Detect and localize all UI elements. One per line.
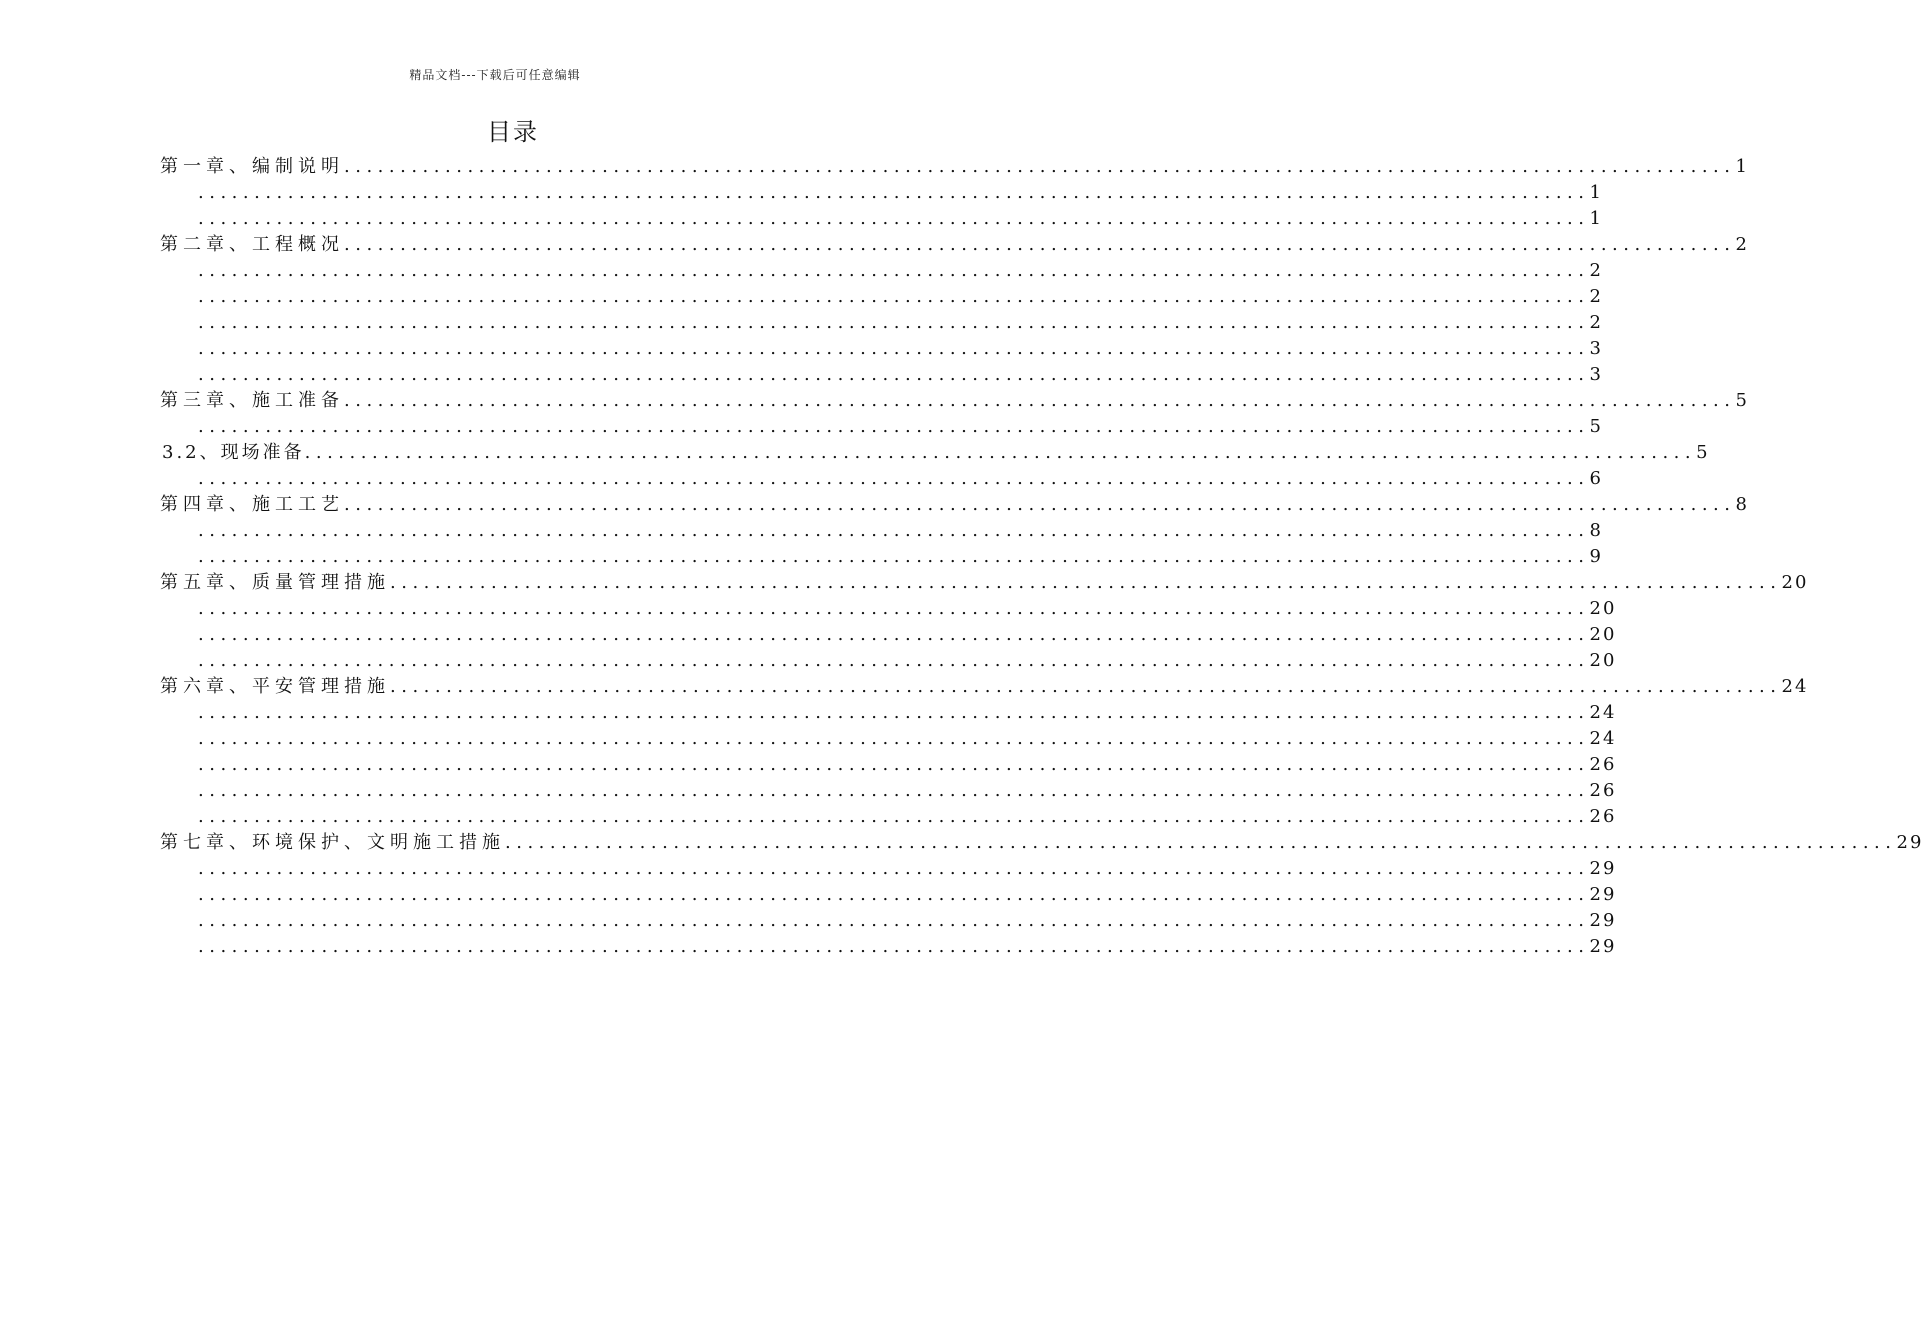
toc-entry-label: 第一章、编制说明 — [160, 156, 344, 177]
toc-leader-dots — [344, 154, 1736, 180]
toc-page-number: 29 — [1589, 858, 1617, 879]
toc-leader-dots — [198, 596, 1590, 622]
toc-page-number: 2 — [1589, 286, 1603, 307]
toc-entry[interactable] — [160, 180, 1603, 206]
toc-entry-label: 第四章、施工工艺 — [160, 494, 344, 515]
toc-entry[interactable] — [160, 726, 1617, 752]
toc-leader-dots — [198, 882, 1590, 908]
toc-page-number: 20 — [1589, 650, 1617, 671]
toc-page-number: 2 — [1589, 260, 1603, 281]
toc-entry[interactable] — [160, 752, 1617, 778]
toc-page-number: 24 — [1589, 728, 1617, 749]
toc-page-number: 6 — [1589, 468, 1603, 489]
toc-leader-dots — [198, 466, 1590, 492]
toc-entry[interactable] — [160, 622, 1617, 648]
toc-entry[interactable] — [160, 206, 1603, 232]
toc-entry-label: 第六章、平安管理措施 — [160, 676, 390, 697]
toc-entry[interactable] — [160, 882, 1617, 908]
toc-entry-label: 第二章、工程概况 — [160, 234, 344, 255]
toc-entry-label: 第五章、质量管理措施 — [160, 572, 390, 593]
toc-entry[interactable] — [160, 856, 1617, 882]
toc-leader-dots — [198, 544, 1590, 570]
toc-entry[interactable] — [160, 336, 1603, 362]
toc-page-number: 1 — [1589, 182, 1603, 203]
toc-entry[interactable] — [160, 804, 1617, 830]
toc-entry[interactable] — [160, 492, 1749, 518]
page-header: 精品文档---下载后可任意编辑 — [409, 68, 581, 82]
toc-leader-dots — [198, 284, 1590, 310]
toc-leader-dots — [390, 570, 1782, 596]
toc-leader-dots — [198, 258, 1590, 284]
toc-leader-dots — [198, 700, 1590, 726]
toc-leader-dots — [198, 648, 1590, 674]
toc-leader-dots — [305, 440, 1697, 466]
toc-entry[interactable] — [160, 154, 1749, 180]
toc-page-number: 1 — [1735, 156, 1749, 177]
toc-page-number: 3 — [1589, 364, 1603, 385]
toc-entry[interactable] — [160, 648, 1617, 674]
toc-entry[interactable] — [160, 700, 1617, 726]
toc-leader-dots — [198, 934, 1590, 960]
toc-entry[interactable] — [160, 258, 1603, 284]
toc-leader-dots — [344, 232, 1736, 258]
toc-page-number: 2 — [1589, 312, 1603, 333]
toc-entry-label: 第三章、施工准备 — [160, 390, 344, 411]
toc-entry[interactable] — [160, 674, 1809, 700]
toc-page-number: 5 — [1735, 390, 1749, 411]
toc-leader-dots — [198, 622, 1590, 648]
toc-leader-dots — [198, 804, 1590, 830]
toc-page-number: 20 — [1781, 572, 1809, 593]
toc-leader-dots — [198, 362, 1590, 388]
toc-page-number: 3 — [1589, 338, 1603, 359]
toc-leader-dots — [198, 778, 1590, 804]
toc-page-number: 26 — [1589, 754, 1617, 775]
toc-page-number: 29 — [1896, 832, 1923, 853]
toc-entry[interactable] — [160, 596, 1617, 622]
toc-entry[interactable] — [160, 466, 1603, 492]
toc-page-number: 29 — [1589, 884, 1617, 905]
toc-entry[interactable] — [160, 544, 1603, 570]
toc-leader-dots — [344, 388, 1736, 414]
toc-leader-dots — [505, 830, 1897, 856]
toc-entry[interactable] — [160, 830, 1923, 856]
toc-entry[interactable] — [160, 570, 1809, 596]
toc-entry[interactable] — [160, 778, 1617, 804]
toc-page-number: 20 — [1589, 598, 1617, 619]
toc-page-number: 24 — [1589, 702, 1617, 723]
toc-page-number: 1 — [1589, 208, 1603, 229]
toc-leader-dots — [198, 206, 1590, 232]
toc-leader-dots — [198, 180, 1590, 206]
toc-leader-dots — [198, 726, 1590, 752]
toc-leader-dots — [198, 752, 1590, 778]
toc-page-number: 29 — [1589, 936, 1617, 957]
toc-page-number: 26 — [1589, 806, 1617, 827]
toc-entry[interactable] — [160, 388, 1749, 414]
toc-page-number: 9 — [1589, 546, 1603, 567]
toc-page-number: 29 — [1589, 910, 1617, 931]
toc-page-number: 5 — [1589, 416, 1603, 437]
toc-entry-label: 3.2、现场准备 — [162, 442, 305, 463]
toc-entry[interactable] — [160, 440, 1710, 466]
toc-page-number: 26 — [1589, 780, 1617, 801]
toc-title: 目录 — [487, 118, 539, 146]
toc-page-number: 2 — [1735, 234, 1749, 255]
toc-page-number: 24 — [1781, 676, 1809, 697]
toc-page-number: 20 — [1589, 624, 1617, 645]
toc-leader-dots — [198, 518, 1590, 544]
toc-entry[interactable] — [160, 310, 1603, 336]
toc-leader-dots — [198, 856, 1590, 882]
table-of-contents — [160, 154, 1923, 960]
toc-entry[interactable] — [160, 284, 1603, 310]
toc-page-number: 5 — [1696, 442, 1710, 463]
toc-leader-dots — [390, 674, 1782, 700]
toc-leader-dots — [344, 492, 1736, 518]
toc-leader-dots — [198, 310, 1590, 336]
toc-entry[interactable] — [160, 518, 1603, 544]
toc-page-number: 8 — [1735, 494, 1749, 515]
toc-entry[interactable] — [160, 362, 1603, 388]
toc-page-number: 8 — [1589, 520, 1603, 541]
toc-entry-label: 第七章、环境保护、文明施工措施 — [160, 832, 505, 853]
toc-leader-dots — [198, 908, 1590, 934]
toc-leader-dots — [198, 336, 1590, 362]
toc-entry[interactable] — [160, 414, 1603, 440]
toc-entry[interactable] — [160, 232, 1749, 258]
toc-leader-dots — [198, 414, 1590, 440]
toc-entry[interactable] — [160, 934, 1617, 960]
toc-entry[interactable] — [160, 908, 1617, 934]
